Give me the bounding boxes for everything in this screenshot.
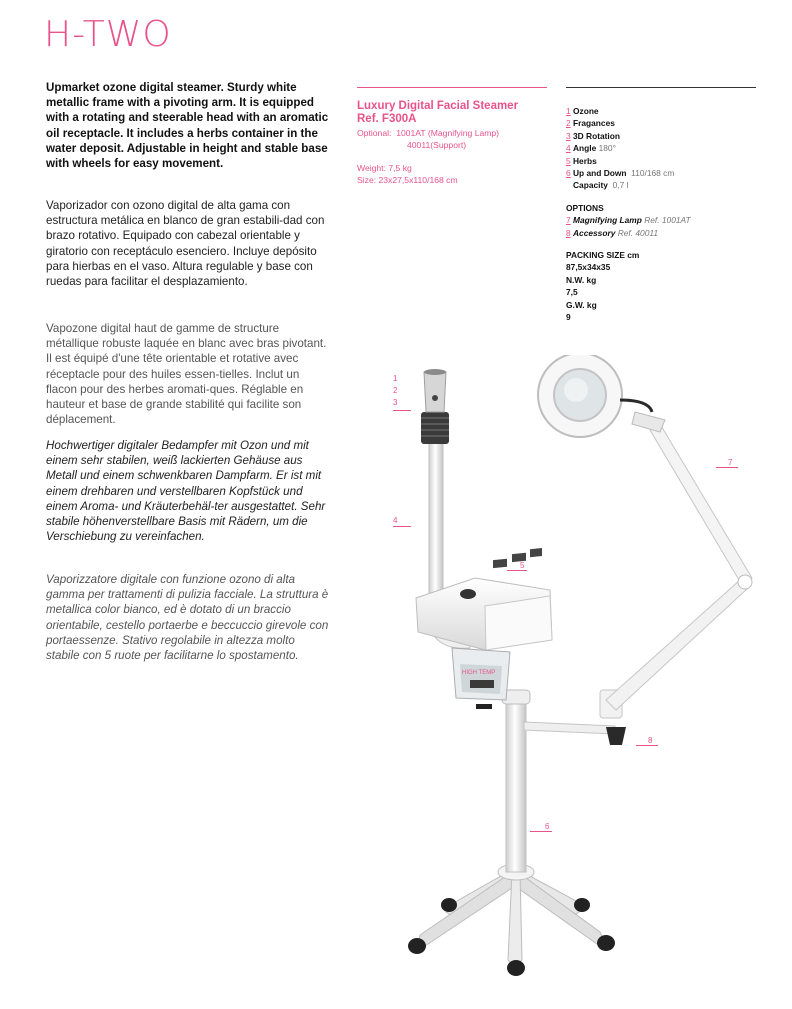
feature-label: 3D Rotation [573, 130, 620, 141]
description-spanish: Vaporizador con ozono digital de alta gama con estructura metálica en blanco de gran estabili-dad con brazo rotativo. Equipado con cabezal orientable y giratorio con receptáculo esenciero. Incluye depósito para hierbas en el vaso. Altura regulable y base con ruedas para facilitar el desplazamiento. [46, 199, 325, 289]
feature-label: Fragances [573, 118, 615, 129]
callout-8: 8 [648, 736, 653, 745]
lamp-arm-lower [606, 580, 748, 710]
optional-label: Optional: [357, 128, 392, 138]
callout-7: 7 [728, 458, 733, 467]
feature-number: 6 [566, 168, 571, 179]
product-optional [357, 128, 557, 151]
options-heading: OPTIONS [566, 202, 604, 213]
callout-2: 2 [393, 386, 398, 395]
callout-1: 1 [393, 374, 398, 383]
page-title: H-TWO [44, 14, 172, 55]
optional-item-2: 40011(Support) [407, 139, 467, 150]
feature-label: Ozone [573, 106, 599, 116]
feature-number: 2 [566, 118, 571, 129]
callout-line [530, 831, 552, 832]
product-name: Luxury Digital Facial Steamer [357, 100, 519, 112]
capacity-row [566, 179, 766, 191]
feature-item [566, 105, 766, 117]
steamer-corrugated-hose [421, 412, 449, 444]
main-pole [506, 700, 526, 872]
option-value: Ref. 40011 [617, 227, 659, 238]
feature-label: Angle [573, 143, 597, 154]
wheeled-base [418, 864, 604, 966]
description-english: Upmarket ozone digital steamer. Sturdy white metallic frame with a pivoting arm. It is equipped with a rotating and steerable head with an aromatic oil receptacle. It includes a herbs container in the water deposit. Adjustable in height and stable base with wheels for easy movement. [46, 81, 329, 171]
gross-weight-value: 9 [566, 312, 571, 323]
callout-line [636, 745, 658, 746]
feature-number: 5 [566, 155, 571, 166]
option-value: Ref. 1001AT [644, 215, 691, 226]
option-label: Accessory [573, 227, 616, 238]
description-italian: Vaporizzatore digitale con funzione ozono di alta gamma per trattamenti di pulizia facciale. La struttura è metallica color bianco, ed è dotato di un braccio orientabile, cestello portaerbe e beccuccio girevole con portaessenze. Stativo regolabile in altezza molto stabile con 5 ruote per facilitarne lo spostamento. [46, 573, 329, 663]
steamer-nozzle [424, 372, 446, 412]
lamp-arm-upper [650, 424, 752, 585]
optional-item-1: 1001AT (Magnifying Lamp) [396, 128, 500, 138]
packing-heading: PACKING SIZE cm [566, 250, 640, 261]
feature-number: 1 [566, 106, 571, 116]
callout-3: 3 [393, 398, 398, 407]
feature-value: 110/168 cm [631, 168, 675, 179]
feature-item [566, 130, 766, 142]
product-size: Size: 23x27,5x110/168 cm [357, 174, 458, 185]
feature-item [566, 142, 766, 154]
gross-weight-label: G.W. kg [566, 299, 597, 310]
product-divider [357, 87, 547, 88]
callout-line [393, 410, 411, 411]
feature-number: 4 [566, 143, 571, 154]
option-item [566, 214, 766, 226]
product-specs [357, 163, 557, 186]
feature-list [566, 105, 766, 324]
capacity-value: 0,7 l [612, 180, 629, 191]
option-label: Magnifying Lamp [573, 215, 642, 226]
feature-item [566, 167, 766, 179]
description-french: Vapozone digital haut de gamme de structure métallique robuste laquée en blanc avec bras pivotant. Il est équipé d'une tête orientable et rotative avec réceptacle pour des huiles essen-tielles. Inclut un flacon pour des herbes aromati-ques. Réglable en hauteur et base de grande stabilité qui facilite son déplacement. [46, 322, 327, 427]
net-weight-label: N.W. kg [566, 274, 597, 285]
callout-6: 6 [545, 822, 550, 831]
callout-4: 4 [393, 516, 398, 525]
lamp-support-bar [524, 722, 615, 734]
steamer-illustration [380, 355, 780, 995]
feature-label: Herbs [573, 155, 597, 166]
feature-item [566, 117, 766, 129]
net-weight-value: 7,5 [566, 287, 578, 298]
callout-line [507, 570, 527, 571]
feature-number: 3 [566, 130, 571, 141]
capacity-label: Capacity [573, 180, 608, 191]
product-ref: Ref. F300A [357, 113, 417, 125]
callout-5: 5 [520, 561, 525, 570]
packing-size: 87,5x34x35 [566, 262, 611, 273]
option-item [566, 227, 766, 239]
feature-label: Up and Down [573, 168, 627, 179]
callout-line [716, 467, 738, 468]
option-number: 7 [566, 215, 571, 226]
feature-value: 180° [598, 143, 616, 154]
callout-line [393, 526, 411, 527]
product-weight: Weight: 7,5 kg [357, 163, 412, 173]
high-temp-label: HIGH TEMP [462, 670, 496, 676]
features-divider [566, 87, 756, 88]
product-info [357, 100, 557, 186]
feature-item [566, 155, 766, 167]
description-german: Hochwertiger digitaler Bedampfer mit Ozon und mit einem sehr stabilen, weiß lackierten Gehäuse aus Metall und einem schwenkbaren Dampfarm. Er ist mit einem drehbaren und verstellbaren Kopfstück und einem Aroma- und Kräuterbehäl-ter ausgestattet. Sehr stabile höhenverstellbare Basis mit Rädern, um die Verschiebung zu vereinfachen. [46, 439, 326, 544]
option-number: 8 [566, 227, 571, 238]
